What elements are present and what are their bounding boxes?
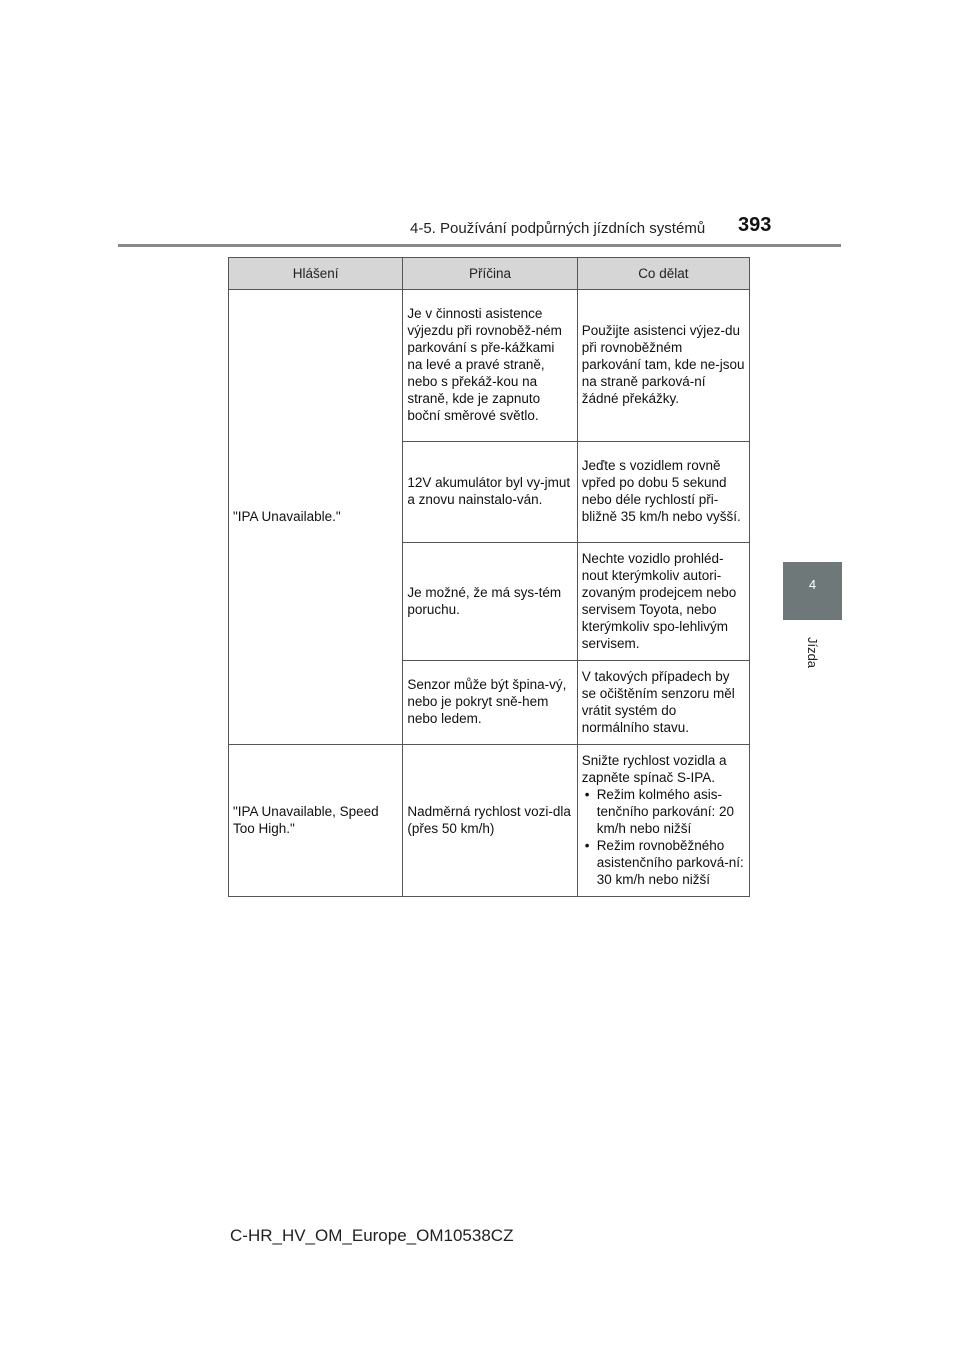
- chapter-label-area: [783, 622, 842, 682]
- action-cell: Nechte vozidlo prohléd-nout kterýmkoliv autori-zovaným prodejcem nebo servisem Toyota, nebo kterýmkoliv spo-lehlivým servisem.: [577, 543, 749, 661]
- document-code: C-HR_HV_OM_Europe_OM10538CZ: [230, 1226, 514, 1245]
- action-intro: Snižte rychlost vozidla a zapněte spínač S-IPA.: [581, 752, 727, 785]
- header-action: Co dělat: [577, 258, 749, 290]
- cause-cell: Nadměrná rychlost vozi-dla (přes 50 km/h): [403, 745, 577, 897]
- action-cell: [577, 745, 749, 897]
- chapter-label: Jízda: [804, 636, 820, 668]
- message-cell: "IPA Unavailable.": [229, 290, 403, 745]
- cause-cell: Je v činnosti asistence výjezdu při rovnoběž-ném parkování s pře-kážkami na levé a pravé straně, nebo s překáž-kou na straně, kde je zapnuto boční směrové světlo.: [403, 290, 577, 442]
- messages-table: [228, 257, 750, 897]
- table-row: [229, 290, 750, 442]
- table-header-row: [229, 258, 750, 290]
- list-item: • Režim kolmého asis-tenčního parkování: 20 km/h nebo nižší: [582, 786, 745, 837]
- header-cause: Příčina: [403, 258, 577, 290]
- chapter-number: 4: [808, 577, 817, 592]
- cause-cell: Senzor může být špina-vý, nebo je pokryt sně-hem nebo ledem.: [403, 661, 577, 745]
- action-list: [582, 786, 745, 888]
- header-divider: [118, 244, 841, 247]
- cause-cell: Je možné, že má sys-tém poruchu.: [403, 543, 577, 661]
- list-item: • Režim rovnoběžného asistenčního parková-ní: 30 km/h nebo nižší: [582, 837, 745, 888]
- cause-cell: 12V akumulátor byl vy-jmut a znovu nainstalo-ván.: [403, 442, 577, 543]
- table-row: [229, 745, 750, 897]
- message-cell: "IPA Unavailable, Speed Too High.": [229, 745, 403, 897]
- header-message: Hlášení: [229, 258, 403, 290]
- chapter-tab: [783, 562, 842, 620]
- section-title: 4-5. Používání podpůrných jízdních systémů: [410, 220, 706, 237]
- page-number: 393: [738, 214, 772, 236]
- action-cell: Jeďte s vozidlem rovně vpřed po dobu 5 sekund nebo déle rychlostí při-bližně 35 km/h nebo vyšší.: [577, 442, 749, 543]
- action-cell: V takových případech by se očištěním senzoru měl vrátit systém do normálního stavu.: [577, 661, 749, 745]
- action-cell: Použijte asistenci výjez-du při rovnoběžném parkování tam, kde ne-jsou na straně parková-ní žádné překážky.: [577, 290, 749, 442]
